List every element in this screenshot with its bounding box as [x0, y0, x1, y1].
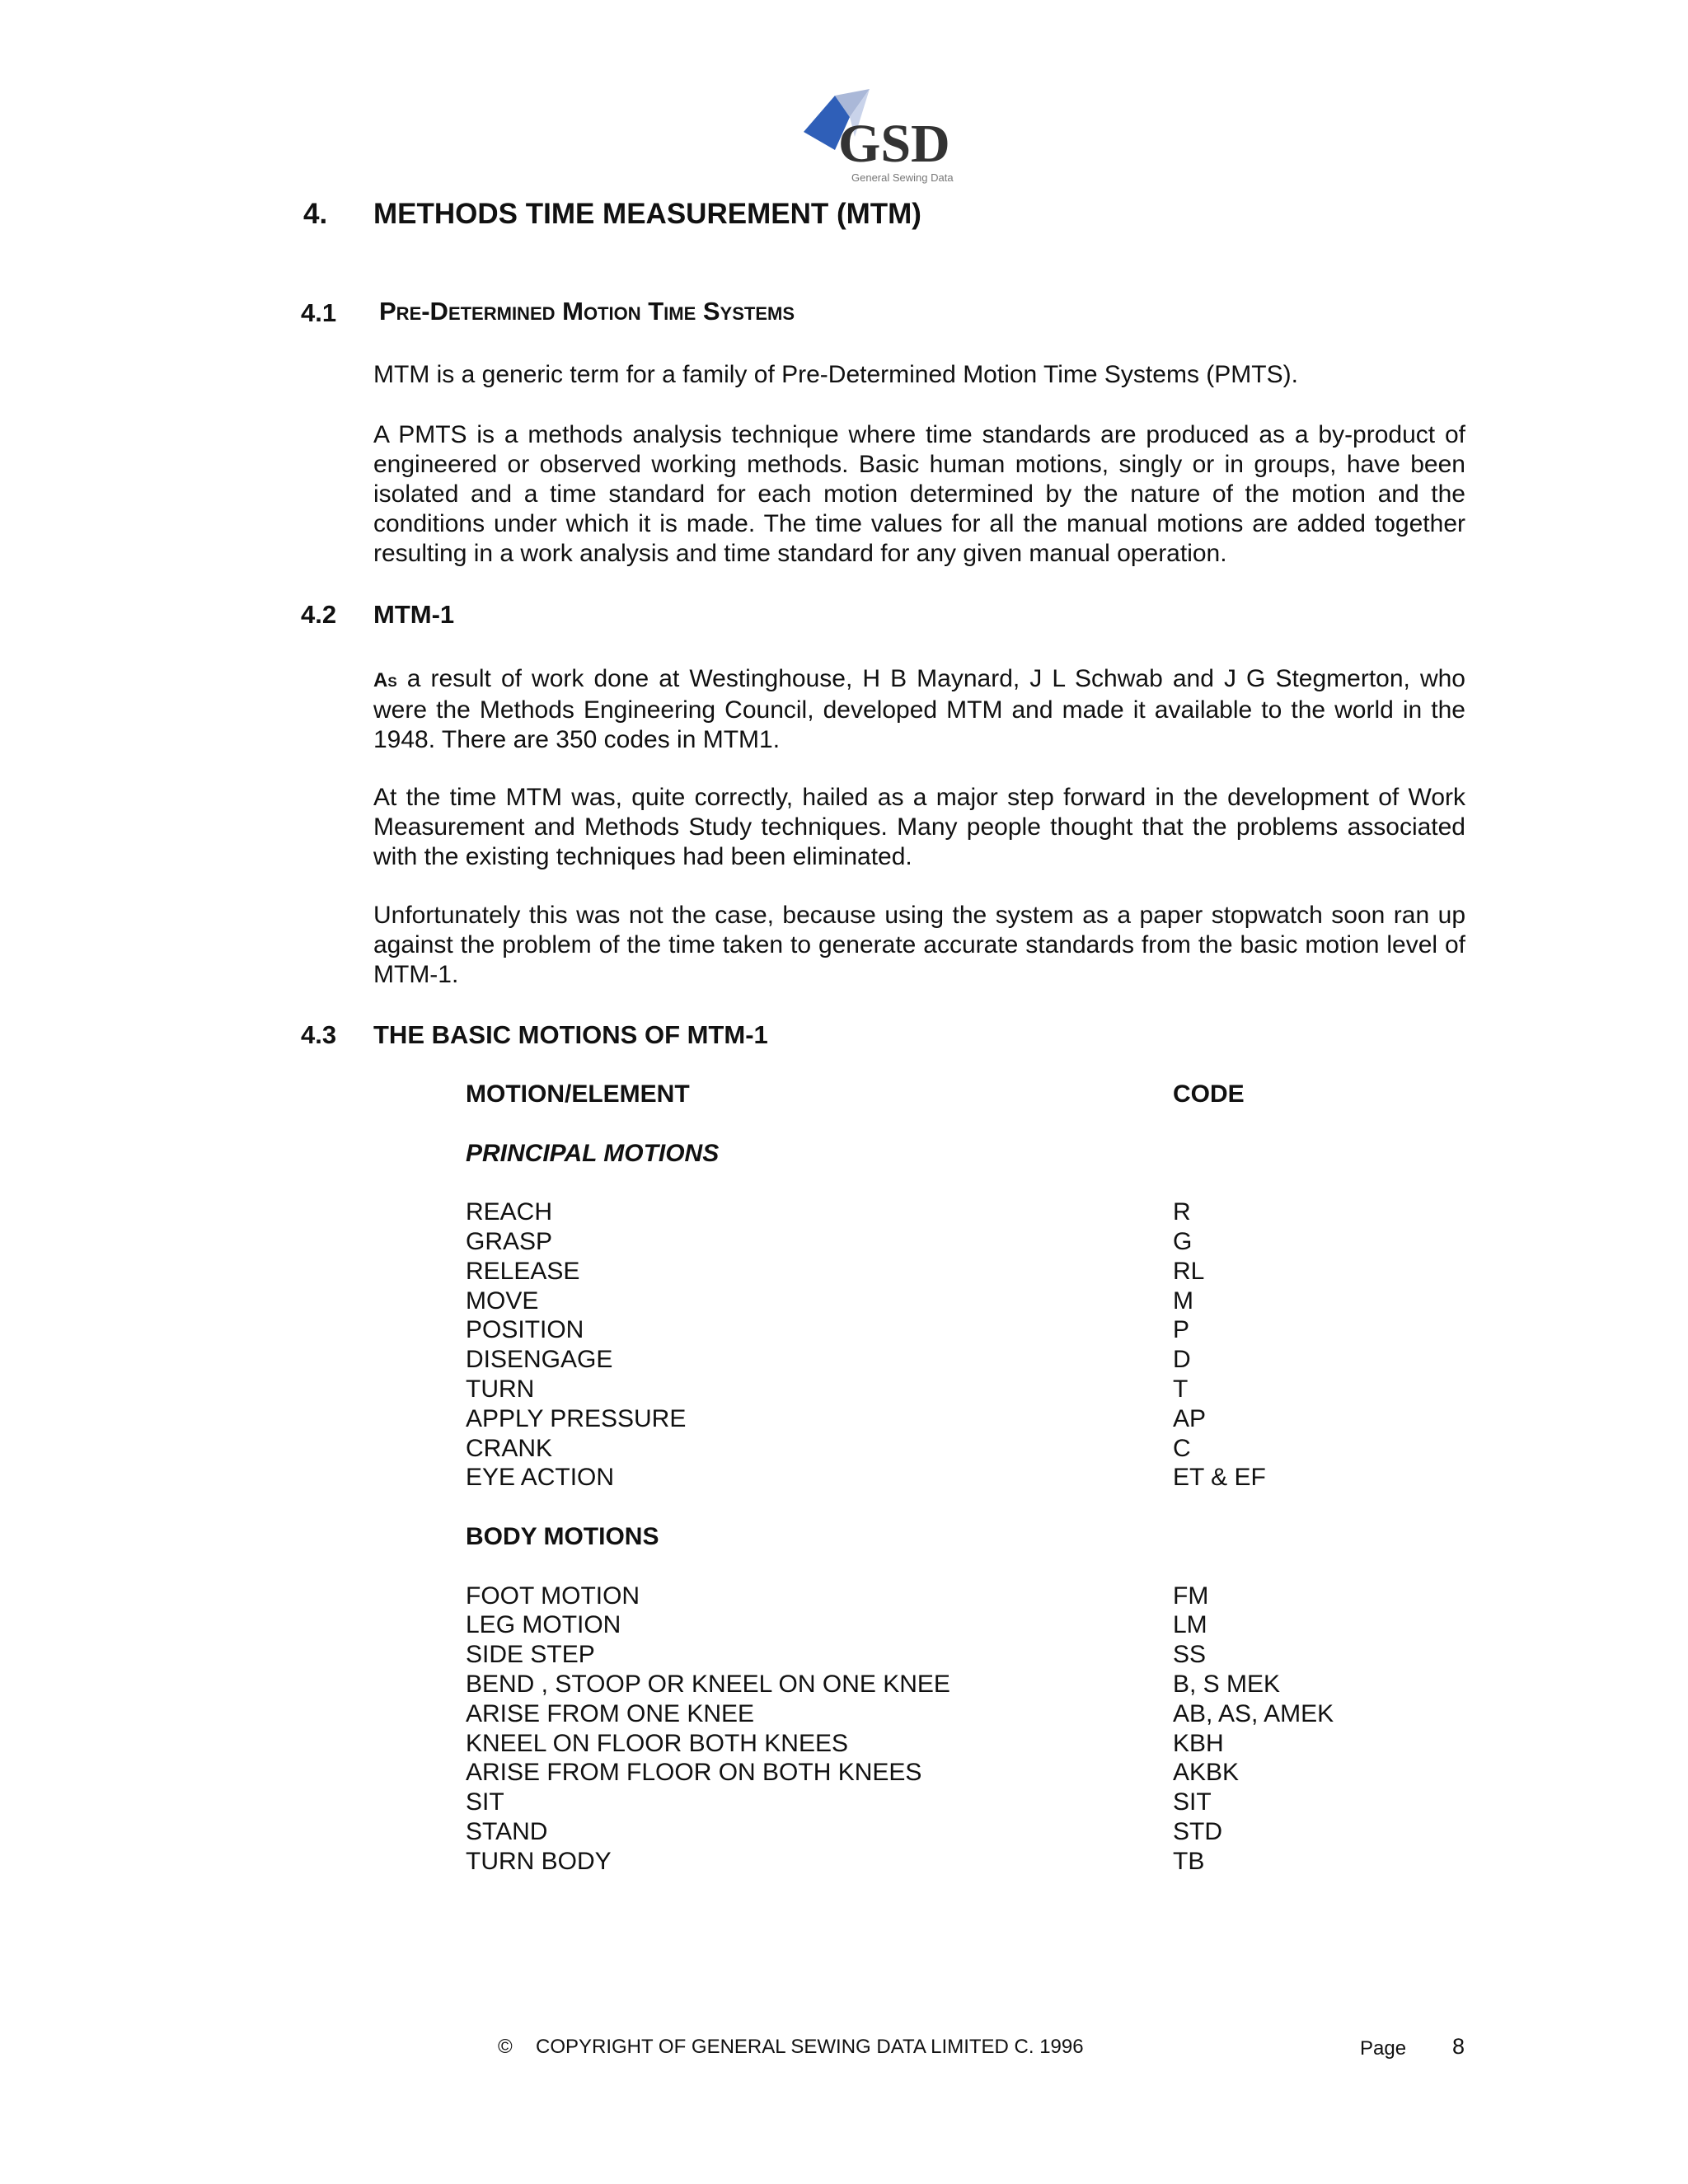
motion-code: RL — [1173, 1257, 1205, 1285]
motion-name: TURN BODY — [466, 1847, 612, 1875]
motion-name: REACH — [466, 1198, 553, 1226]
motion-code: SIT — [1173, 1788, 1212, 1816]
table-row — [466, 1847, 1455, 1877]
table-row — [466, 1434, 1455, 1464]
principal-motions-label: PRINCIPAL MOTIONS — [466, 1139, 720, 1167]
motion-name: BEND , STOOP OR KNEEL ON ONE KNEE — [466, 1670, 950, 1698]
table-row — [466, 1729, 1455, 1759]
section-number-4-1: 4.1 — [301, 298, 337, 327]
section-title-4-2: MTM-1 — [373, 600, 455, 629]
motion-name: MOVE — [466, 1286, 539, 1315]
motion-code: FM — [1173, 1582, 1209, 1610]
motion-name: RELEASE — [466, 1257, 580, 1285]
page-label: Page — [1360, 2037, 1407, 2060]
logo-tagline: General Sewing Data — [851, 171, 954, 184]
gsd-logo-graphic — [804, 89, 985, 186]
principal-motions-list — [466, 1197, 1455, 1493]
page-number: 8 — [1452, 2034, 1465, 2059]
paragraph-4-2-a-text: a result of work done at Westinghouse, H B Maynard, J L Schwab and J G Stegmerton, who were the Methods Engineering Council, developed MTM and made it available to the world in the 1948. There are 350 codes in MTM1. — [373, 665, 1465, 753]
motion-name: CRANK — [466, 1434, 553, 1462]
body-motions-list — [466, 1582, 1455, 1877]
table-row — [466, 1758, 1455, 1788]
chapter-number: 4. — [303, 198, 328, 230]
paragraph-lead-cap: As — [373, 669, 397, 691]
section-title-4-3: THE BASIC MOTIONS OF MTM-1 — [373, 1020, 768, 1049]
motion-name: SIDE STEP — [466, 1641, 595, 1669]
paragraph-4-2-b: At the time MTM was, quite correctly, hailed as a major step forward in the development of Work Measurement and Methods Study techniques. Many people thought that the problems associated with the existing techniques had been eliminated. — [373, 784, 1465, 870]
table-row — [466, 1670, 1455, 1699]
motion-name: ARISE FROM ONE KNEE — [466, 1699, 755, 1727]
motion-code: R — [1173, 1198, 1191, 1226]
table-row — [466, 1257, 1455, 1286]
motion-code: AKBK — [1173, 1759, 1240, 1787]
motion-code: LM — [1173, 1611, 1207, 1639]
motion-code: TB — [1173, 1847, 1205, 1875]
motion-code: AP — [1173, 1404, 1207, 1432]
motion-name: SIT — [466, 1788, 504, 1816]
copyright-symbol: © — [498, 2036, 513, 2058]
motion-code: STD — [1173, 1817, 1222, 1845]
motion-name: EYE ACTION — [466, 1464, 615, 1492]
motion-code: SS — [1173, 1641, 1207, 1669]
paragraph-4-1-a: MTM is a generic term for a family of Pre-Determined Motion Time Systems (PMTS). — [373, 361, 1298, 388]
table-row — [466, 1375, 1455, 1404]
motion-code: C — [1173, 1434, 1191, 1462]
table-row — [466, 1699, 1455, 1729]
paragraph-4-1-b: A PMTS is a methods analysis technique where time standards are produced as a by-product of engineered or observed working methods. Basic human motions, singly or in groups, have been isolated and a time standard for each motion determined by the nature of the motion and the conditions under which it is made. The time values for all the manual motions are added together resulting in a work analysis and time standard for any given manual operation. — [373, 421, 1465, 567]
table-row — [466, 1404, 1455, 1434]
motion-name: LEG MOTION — [466, 1611, 621, 1639]
motion-name: KNEEL ON FLOOR BOTH KNEES — [466, 1729, 848, 1757]
principal-motions-heading — [466, 1139, 1455, 1169]
body-motions-heading — [466, 1522, 1455, 1552]
motion-code: D — [1173, 1346, 1191, 1374]
chapter-title: METHODS TIME MEASUREMENT (MTM) — [373, 198, 921, 230]
motion-name: APPLY PRESSURE — [466, 1404, 687, 1432]
section-number-4-2: 4.2 — [301, 600, 337, 629]
table-row — [466, 1315, 1455, 1345]
table-row — [466, 1582, 1455, 1611]
copyright-text: COPYRIGHT OF GENERAL SEWING DATA LIMITED C. 1996 — [536, 2036, 1084, 2058]
table-row — [466, 1788, 1455, 1817]
motion-name: GRASP — [466, 1227, 553, 1255]
gsd-logo — [804, 89, 985, 186]
table-header — [466, 1080, 1455, 1109]
motion-code: ET & EF — [1173, 1464, 1266, 1492]
table-row — [466, 1610, 1455, 1640]
motion-code: P — [1173, 1316, 1190, 1344]
body-motions-label: BODY MOTIONS — [466, 1522, 659, 1550]
table-row — [466, 1463, 1455, 1493]
table-row — [466, 1286, 1455, 1316]
column-header-motion: MOTION/ELEMENT — [466, 1080, 690, 1108]
table-row — [466, 1640, 1455, 1670]
motion-code: M — [1173, 1286, 1193, 1315]
paragraph-4-2-c: Unfortunately this was not the case, because using the system as a paper stopwatch soon ran up against the problem of the time taken to generate accurate standards from the basic motion level of MTM-1. — [373, 902, 1465, 988]
motion-name: ARISE FROM FLOOR ON BOTH KNEES — [466, 1759, 922, 1787]
motion-name: DISENGAGE — [466, 1346, 613, 1374]
motion-code: G — [1173, 1227, 1193, 1255]
motion-name: TURN — [466, 1375, 535, 1403]
motion-name: FOOT MOTION — [466, 1582, 640, 1610]
motion-code: T — [1173, 1375, 1189, 1403]
logo-text: GSD — [838, 114, 950, 174]
motion-code: KBH — [1173, 1729, 1224, 1757]
section-title-4-1: Pre-Determined Motion Time Systems — [379, 297, 795, 326]
table-row — [466, 1345, 1455, 1375]
motion-code: AB, AS, AMEK — [1173, 1699, 1334, 1727]
motion-name: POSITION — [466, 1316, 584, 1344]
motion-name: STAND — [466, 1817, 548, 1845]
section-number-4-3: 4.3 — [301, 1020, 337, 1049]
table-row — [466, 1817, 1455, 1847]
table-row — [466, 1197, 1455, 1227]
paragraph-4-2-a — [373, 664, 1465, 755]
motion-code: B, S MEK — [1173, 1670, 1281, 1698]
motions-table — [466, 1080, 1455, 1877]
table-row — [466, 1227, 1455, 1257]
column-header-code: CODE — [1173, 1080, 1245, 1108]
